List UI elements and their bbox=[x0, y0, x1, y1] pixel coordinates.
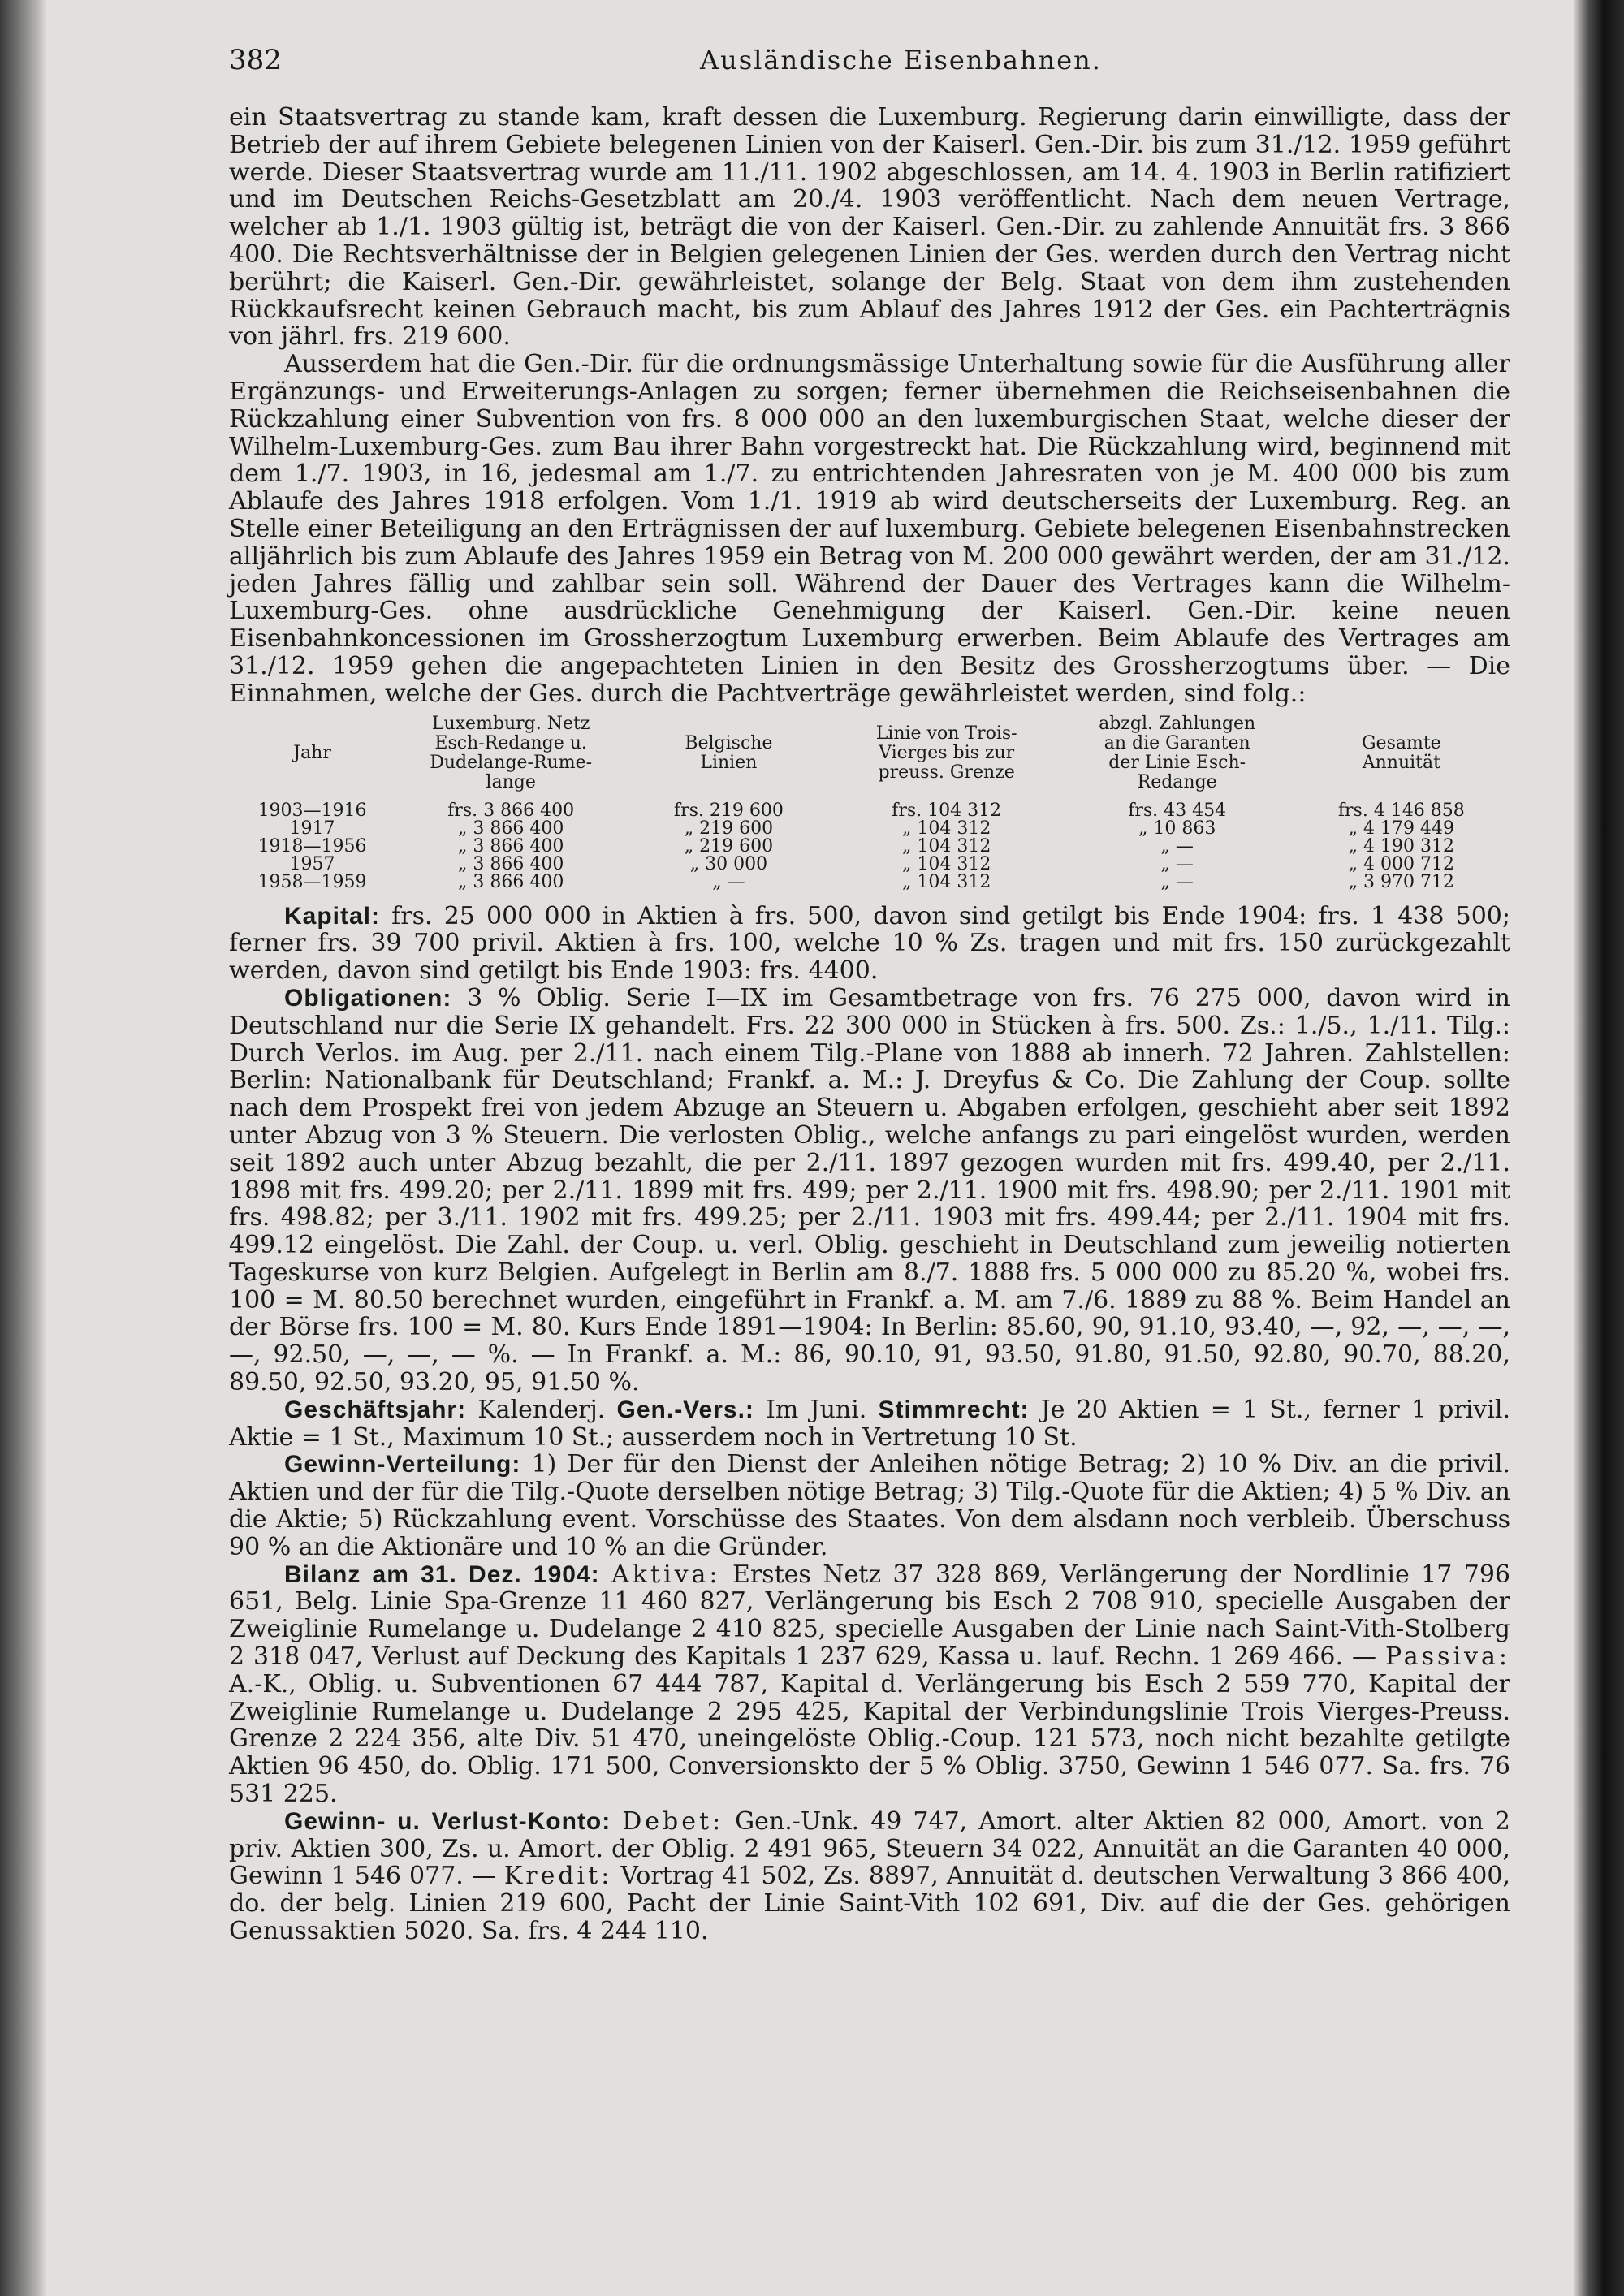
table-col-trois-vierges: frs. 104 312 „ 104 312 „ 104 312 „ 104 312 „ 104 312 bbox=[892, 800, 1002, 892]
geschaeftsjahr-heading: Geschäftsjahr: bbox=[284, 1396, 467, 1423]
kredit-label: Kredit: bbox=[503, 1862, 613, 1891]
scan-right-edge bbox=[1574, 0, 1624, 2296]
section-gewinn-verlust bbox=[229, 1808, 1510, 1945]
geschaeftsjahr-text: Kalenderj. bbox=[466, 1395, 617, 1424]
table-col-luxemburg-netz: frs. 3 866 400 „ 3 866 400 „ 3 866 400 „ 3 866 400 „ 3 866 400 bbox=[447, 800, 575, 892]
section-kapital bbox=[229, 903, 1510, 985]
passiva-text: A.-K., Oblig. u. Subventionen 67 444 787, Kapital d. Verlängerung bis Esch 2 559 770, Kapital der Zweiglinie Rumelange u. Dudelange 2 295 425, Kapital der Verbindungslinie Trois Vierges-Preuss. Grenze 2 224 356, alte Div. 51 470, uneingelöste Oblig.-Coup. 121 573, noch nicht bezahlte getilgte Aktien 96 450, do. Oblig. 171 500, Conversionskto der 5 % Oblig. 3750, Gewinn 1 546 077. Sa. frs. 76 531 225. bbox=[229, 1669, 1510, 1809]
obligationen-text: 3 % Oblig. Serie I—IX im Gesamtbetrage von frs. 76 275 000, davon wird in Deutschland nur die Serie IX gehandelt. Frs. 22 300 000 in Stücken à frs. 500. Zs.: 1./5., 1./11. Tilg.: Durch Verlos. im Aug. per 2./11. nach einem Tilg.-Plane von 1888 ab innerh. 72 Jahren. Zahlstellen: Berlin: Nationalbank für Deutschland; Frankf. a. M.: J. Dreyfus & Co. Die Zahlung der Coup. sollte nach dem Prospekt frei von jedem Abzuge an Steuern u. Abgaben erfolgen, geschieht aber seit 1892 unter Abzug von 3 % Steuern. Die verlosten Oblig., welche anfangs zu pari eingelöst wurden, werden seit 1892 auch unter Abzug bezahlt, die per 2./11. 1897 gezogen wurden mit frs. 499.40, per 2./11. 1898 mit frs. 499.20; per 2./11. 1899 mit frs. 499; per 2./11. 1900 mit frs. 498.90; per 2./11. 1901 mit frs. 498.82; per 3./11. 1902 mit frs. 499.25; per 2./11. 1903 mit frs. 499.44; per 2./11. 1904 mit frs. 499.12 eingelöst. Die Zahl. der Coup. u. verl. Oblig. geschieht in Deutschland zum jeweilig notierten Tageskurse von kurz Belgien. Aufgelegt in Berlin am 8./7. 1888 frs. 5 000 000 zu 85.20 %, wobei frs. 100 = M. 80.50 berechnet wurden, eingeführt in Frankf. a. M. am 7./6. 1889 zu 88 %. Beim Handel an der Börse frs. 100 = M. 80. Kurs Ende 1891—1904: In Berlin: 85.60, 90, 91.10, 93.40, —, 92, —, —, —, —, 92.50, —, —, — %. — In Frankf. a. M.: 86, 90.10, 91, 93.50, 91.80, 91.50, 92.80, 90.70, 88.20, 89.50, 92.50, 93.20, 95, 91.50 %. bbox=[229, 983, 1510, 1397]
document-page bbox=[229, 44, 1510, 1946]
kapital-text: frs. 25 000 000 in Aktien à frs. 500, davon sind getilgt bis Ende 1904: frs. 1 438 500; ferner frs. 39 700 privil. Aktien à frs. 100, welche 10 % Zs. tragen und mit frs. 150 zurückgezahlt werden, davon sind getilgt bis Ende 1903: frs. 4400. bbox=[229, 901, 1510, 986]
bilanz-heading: Bilanz am 31. Dez. 1904: bbox=[284, 1560, 600, 1588]
debet-label: Debet: bbox=[622, 1806, 724, 1836]
paragraph-intro: ein Staatsvertrag zu stande kam, kraft dessen die Luxemburg. Regierung darin einwilligte, dass der Betrieb der auf ihrem Gebiete belegenen Linien von der Kaiserl. Gen.-Dir. bis zum 31./12. 1959 geführt werde. Dieser Staatsvertrag wurde am 11./11. 1902 abgeschlossen, am 14. 4. 1903 in Berlin ratifiziert und im Deutschen Reichs-Gesetzblatt am 20./4. 1903 veröffentlicht. Nach dem neuen Vertrage, welcher ab 1./1. 1903 gültig ist, beträgt die von der Kaiserl. Gen.-Dir. zu zahlende Annuität frs. 3 866 400. Die Rechtsverhältnisse der in Belgien gelegenen Linien der Ges. werden durch den Vertrag nicht berührt; die Kaiserl. Gen.-Dir. gewährleistet, solange der Belg. Staat von dem ihm zustehenden Rückkaufsrecht keinen Gebrauch macht, bis zum Ablauf des Jahres 1912 der Ges. ein Pachterträgnis von jährl. frs. 219 600. bbox=[229, 103, 1510, 352]
passiva-label: Passiva: bbox=[1384, 1642, 1510, 1672]
gewinn-verteilung-text: 1) Der für den Dienst der Anleihen nötige Betrag; 2) 10 % Div. an die privil. Aktien und der für die Tilg.-Quote derselben nötige Betrag; 3) Tilg.-Quote für die Aktien; 4) 5 % Div. an die Aktie; 5) Rückzahlung event. Vorschüsse des Staates. Von dem alsdann noch verbleib. Überschuss 90 % an die Aktionäre und 10 % an die Gründer. bbox=[229, 1450, 1510, 1561]
table-header-gesamte-annuitaet: Gesamte Annuität bbox=[1361, 732, 1441, 773]
gewinn-verteilung-heading: Gewinn-Verteilung: bbox=[284, 1451, 521, 1478]
stimmrecht-heading: Stimmrecht: bbox=[878, 1396, 1030, 1423]
table-col-jahr: 1903—1916 1917 1918—1956 1957 1958—1959 bbox=[257, 800, 367, 892]
kapital-heading: Kapital: bbox=[284, 902, 381, 930]
page-number: 382 bbox=[229, 44, 282, 76]
table-header-luxemburg-netz: Luxemburg. Netz Esch-Redange u. Dudelange-Rume- lange bbox=[430, 713, 593, 792]
section-obligationen bbox=[229, 985, 1510, 1396]
table-col-belgische-linien: frs. 219 600 „ 219 600 „ 219 600 „ 30 000 „ — bbox=[673, 800, 784, 892]
aktiva-text: Erstes Netz 37 328 869, Verlängerung der Nordlinie 17 796 651, Belg. Linie Spa-Grenze 11 460 827, Verlängerung bis Esch 2 708 910, specielle Ausgaben der Zweiglinie Rumelange u. Dudelange 2 410 825, specielle Ausgaben der Linie nach Saint-Vith-Stolberg 2 318 047, Verlust auf Deckung des Kapitals 1 237 629, Kassa u. lauf. Rechn. 1 269 466. — bbox=[229, 1560, 1510, 1672]
gen-vers-heading: Gen.-Vers.: bbox=[616, 1396, 754, 1423]
page-header bbox=[229, 44, 1510, 104]
kredit-text: Vortrag 41 502, Zs. 8897, Annuität d. deutschen Verwaltung 3 866 400, do. der belg. Linien 219 600, Pacht der Linie Saint-Vith 102 691, Div. auf die der Ges. gehörigen Genussaktien 5020. Sa. frs. 4 244 110. bbox=[229, 1862, 1510, 1946]
table-header-abzgl-zahlungen: abzgl. Zahlungen an die Garanten der Linie Esch- Redange bbox=[1099, 713, 1256, 792]
annuity-table-body-row bbox=[229, 794, 1510, 891]
obligationen-heading: Obligationen: bbox=[284, 984, 452, 1012]
table-header-trois-vierges: Linie von Trois- Vierges bis zur preuss. Grenze bbox=[875, 723, 1017, 783]
table-col-abzgl-zahlungen: frs. 43 454 „ 10 863 „ — „ — „ — bbox=[1128, 800, 1227, 892]
table-header-jahr: Jahr bbox=[293, 742, 331, 763]
scan-left-edge bbox=[0, 0, 47, 2296]
aktiva-label: Aktiva: bbox=[611, 1560, 721, 1589]
section-gewinn-verteilung bbox=[229, 1451, 1510, 1560]
section-bilanz bbox=[229, 1561, 1510, 1808]
gewinn-verlust-heading: Gewinn- u. Verlust-Konto: bbox=[284, 1807, 611, 1835]
paragraph-ausserdem: Ausserdem hat die Gen.-Dir. für die ordnungsmässige Unterhaltung sowie für die Ausführung aller Ergänzungs- und Erweiterungs-Anlagen zu sorgen; ferner übernehmen die Reichseisenbahnen die Rückzahlung einer Subvention von frs. 8 000 000 an den luxemburgischen Staat, welche dieser der Wilhelm-Luxemburg-Ges. zum Bau ihrer Bahn vorgestreckt hat. Die Rückzahlung wird, beginnend mit dem 1./7. 1903, in 16, jedesmal am 1./7. zu entrichtenden Jahresraten von je M. 400 000 bis zum Ablaufe des Jahres 1918 erfolgen. Vom 1./1. 1919 ab wird deutscherseits der Luxemburg. Reg. an Stelle einer Beteiligung an den Erträgnissen der auf luxemburg. Gebiete belegenen Eisenbahnstrecken alljährlich bis zum Ablaufe des Jahres 1959 ein Betrag von M. 200 000 gewährt werden, der am 31./12. jeden Jahres fällig und zahlbar sein soll. Während der Dauer des Vertrages kann die Wilhelm-Luxemburg-Ges. ohne ausdrückliche Genehmigung der Kaiserl. Gen.-Dir. keine neuen Eisenbahnkoncessionen im Grossherzogtum Luxemburg erwerben. Beim Ablaufe des Vertrages am 31./12. 1959 gehen die angepachteten Linien in den Besitz des Grossherzogtums über. — Die Einnahmen, welche der Ges. durch die Pachtverträge gewährleistet werden, sind folg.: bbox=[229, 350, 1510, 708]
table-header-belgische-linien: Belgische Linien bbox=[685, 732, 773, 773]
stimmrecht-text: Je 20 Aktien = 1 St., ferner 1 privil. Aktie = 1 St., Maximum 10 St.; ausserdem noch in Vertretung 10 St. bbox=[229, 1395, 1510, 1452]
running-title: Ausländische Eisenbahnen. bbox=[700, 45, 1102, 76]
debet-text: Gen.-Unk. 49 747, Amort. alter Aktien 82 000, Amort. von 2 priv. Aktien 300, Zs. u. Amort. der Oblig. 2 491 965, Steuern 34 022, Annuität an die Garanten 40 000, Gewinn 1 546 077. — bbox=[229, 1806, 1510, 1891]
annuity-table bbox=[229, 713, 1510, 891]
gen-vers-text: Im Juni. bbox=[754, 1395, 879, 1424]
section-geschaeftsjahr bbox=[229, 1396, 1510, 1452]
annuity-table-header-row bbox=[229, 713, 1510, 794]
table-col-gesamte-annuitaet: frs. 4 146 858 „ 4 179 449 „ 4 190 312 „ 4 000 712 „ 3 970 712 bbox=[1337, 800, 1465, 892]
